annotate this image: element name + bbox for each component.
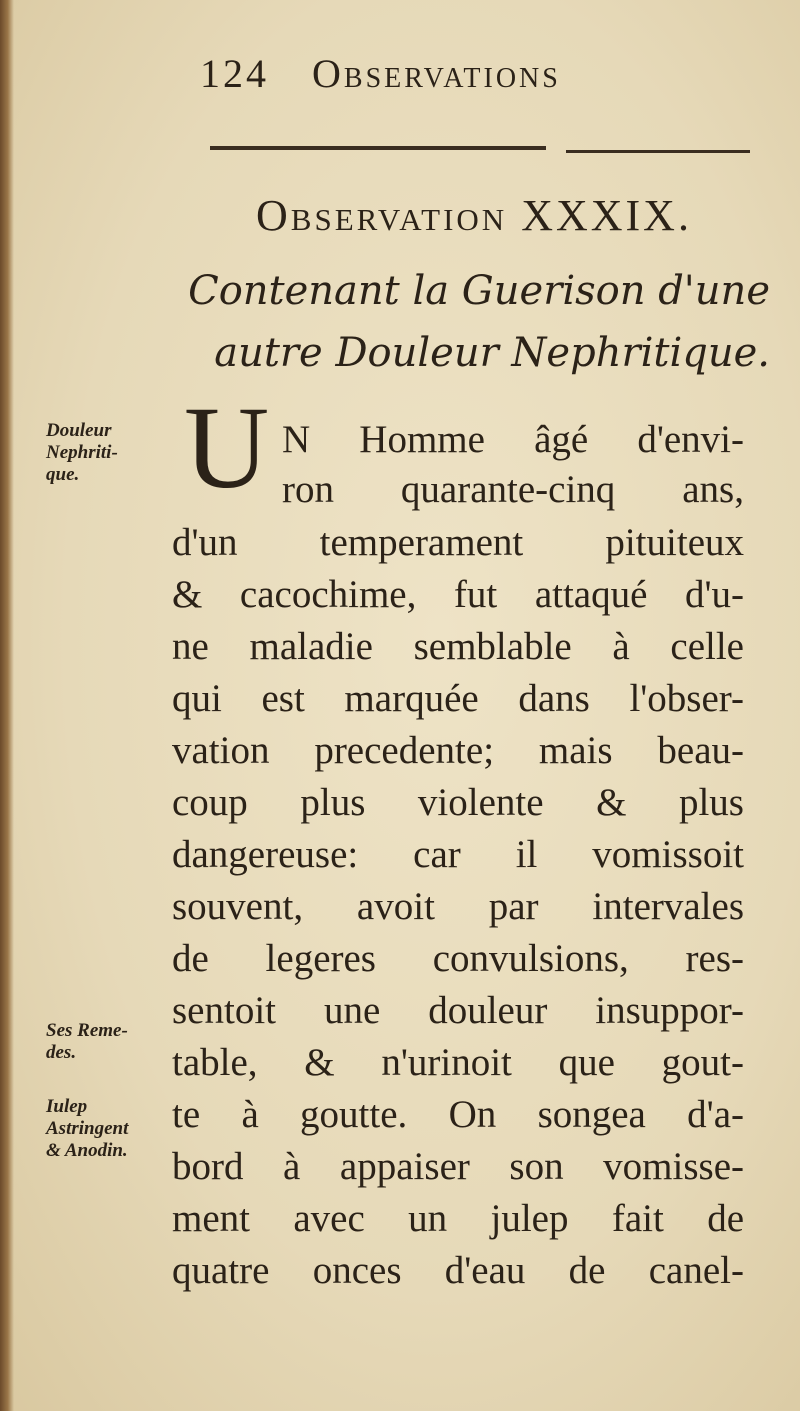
margin-note-line: Astringent [46, 1118, 129, 1139]
margin-note-line: Iulep [46, 1096, 88, 1117]
margin-note-line: Douleur [46, 420, 112, 441]
body-line: d'un temperament pituiteux [172, 521, 744, 564]
body-line: te à goutte. On songea d'a- [172, 1093, 744, 1136]
margin-note-line: Ses Reme- [46, 1020, 128, 1041]
book-spine-shadow [0, 0, 14, 1411]
margin-note-line: que. [46, 464, 80, 485]
body-line: qui est marquée dans l'obser- [172, 677, 744, 720]
body-line: de legeres convulsions, res- [172, 937, 744, 980]
body-line: souvent, avoit par intervales [172, 885, 744, 928]
body-line: N Homme âgé d'envi- [282, 418, 744, 461]
margin-note-remedes [46, 1020, 172, 1064]
body-line: ne maladie semblable à celle [172, 625, 744, 668]
body-line: vation precedente; mais beau- [172, 729, 744, 772]
body-line: ment avec un julep fait de [172, 1197, 744, 1240]
body-line: quatre onces d'eau de canel- [172, 1249, 744, 1292]
margin-note-line: Nephriti- [46, 442, 118, 463]
body-line: coup plus violente & plus [172, 781, 744, 824]
body-line: dangereuse: car il vomissoit [172, 833, 744, 876]
header-rule-right [566, 150, 750, 153]
page-number: 124 [200, 51, 269, 96]
body-line: & cacochime, fut attaqué d'u- [172, 573, 744, 616]
margin-note-line: & Anodin. [46, 1140, 128, 1161]
body-line: ron quarante-cinq ans, [282, 468, 744, 511]
subtitle-line-1: Contenant la Guerison d'une [188, 268, 770, 314]
header-rule-left [210, 146, 546, 150]
body-line: sentoit une douleur insuppor- [172, 989, 744, 1032]
margin-note-douleur [46, 420, 172, 486]
margin-note-line: des. [46, 1042, 77, 1063]
running-head [200, 50, 660, 102]
drop-cap: U [184, 382, 270, 513]
subtitle-line-2: autre Douleur Nephritique. [214, 330, 770, 376]
running-title: Observations [312, 51, 561, 96]
body-line: bord à appaiser son vomisse- [172, 1145, 744, 1188]
body-line: table, & n'urinoit que gout- [172, 1041, 744, 1084]
margin-note-julep [46, 1096, 172, 1162]
observation-title: Observation XXXIX. [256, 191, 692, 240]
